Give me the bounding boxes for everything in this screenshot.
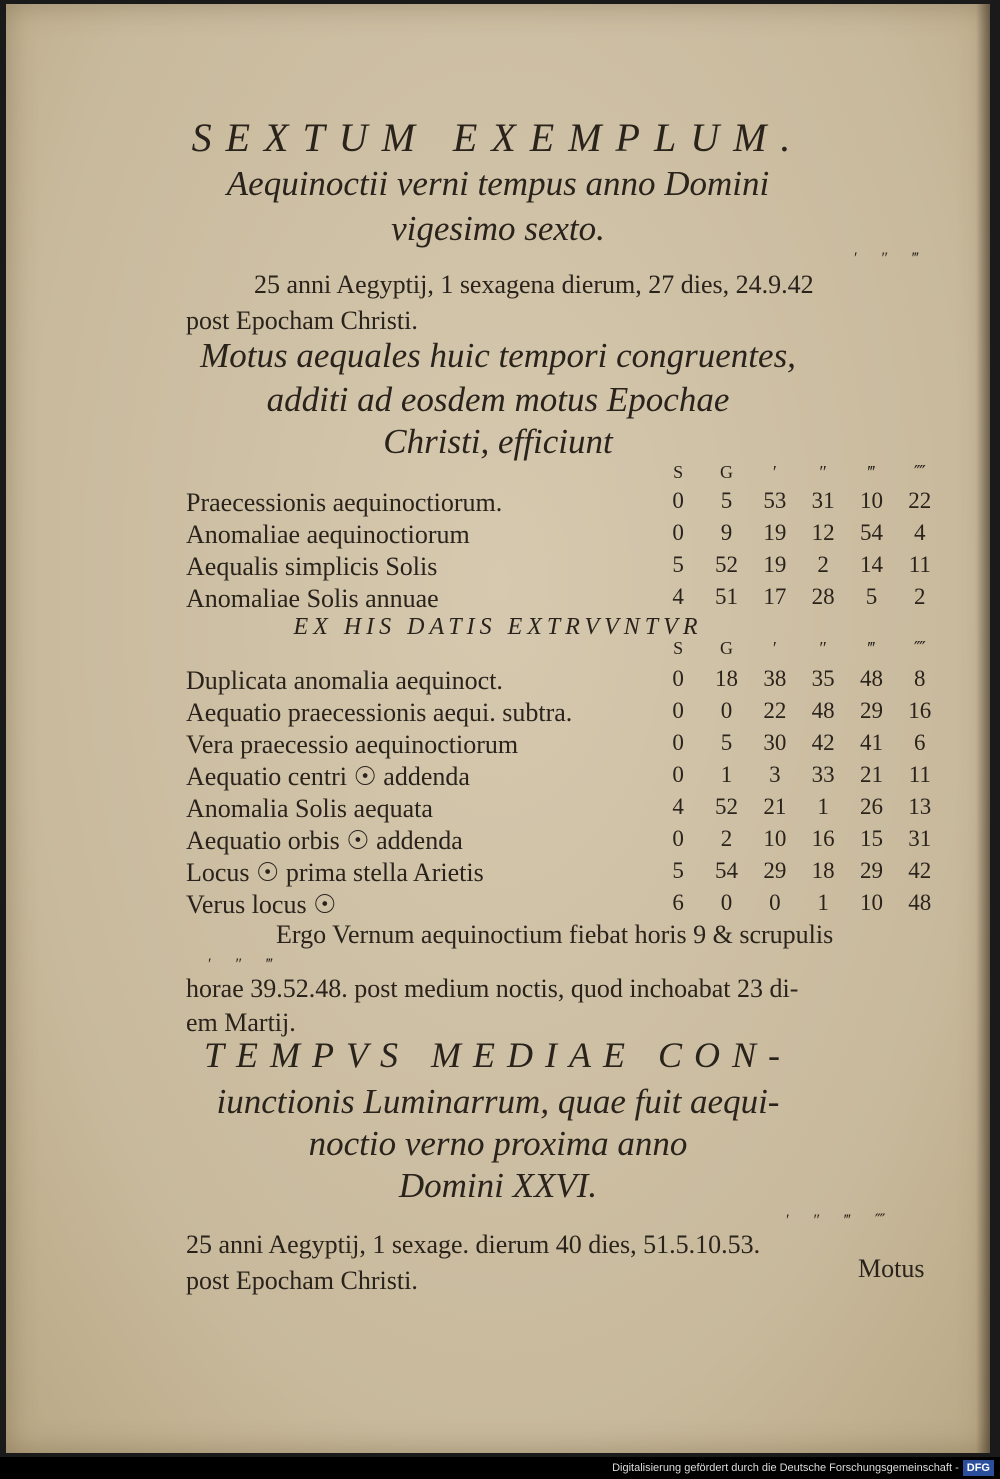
table2-row-label: Aequatio centri ☉ addenda <box>186 762 470 791</box>
table2-cell: 18 <box>714 666 738 691</box>
table2-header-cell: ⁗ <box>913 638 926 658</box>
table2-cell: 1 <box>720 762 733 787</box>
italic-line-2: additi ad eosdem motus Epochae <box>266 380 730 419</box>
table2-cell: 21 <box>763 794 787 819</box>
table1-cell: 52 <box>714 552 738 577</box>
table1-header-cell: ⁗ <box>913 462 926 482</box>
table2-cell: 0 <box>672 826 684 851</box>
table1-cell: 51 <box>714 584 738 609</box>
table2-cell: 0 <box>672 666 684 691</box>
table2-cell: 22 <box>763 698 787 723</box>
table2-row-label: Locus ☉ prima stella Arietis <box>186 858 484 887</box>
table2-cell: 42 <box>908 858 932 883</box>
table1-cell: 28 <box>811 584 835 609</box>
table2-row-label: Vera praecessio aequinoctiorum <box>186 730 519 759</box>
table2-row <box>186 730 946 762</box>
table1-header-cell: S <box>673 462 684 482</box>
table2-cell: 21 <box>859 762 883 787</box>
table2-row <box>186 698 946 730</box>
table1-cell: 22 <box>908 488 932 513</box>
table1-cell: 14 <box>859 552 883 577</box>
table1-row <box>186 552 946 584</box>
footer-text: Digitalisierung gefördert durch die Deutsche Forschungsgemeinschaft - <box>612 1462 959 1474</box>
table2-cell: 3 <box>769 762 781 787</box>
digitization-footer <box>0 1457 1000 1479</box>
table1-cell: 31 <box>811 488 835 513</box>
table2-cell: 0 <box>769 890 781 915</box>
table1-row <box>186 584 946 616</box>
table2-row <box>186 794 946 826</box>
table1-cell: 19 <box>763 552 787 577</box>
table1-cell: 54 <box>859 520 883 545</box>
table2-cell: 1 <box>817 794 829 819</box>
table1-cell: 5 <box>720 488 733 513</box>
table2-cell: 13 <box>908 794 932 819</box>
table2-row-label: Anomalia Solis aequata <box>186 794 433 823</box>
table1-cell: 12 <box>811 520 835 545</box>
table2-row-label: Aequatio orbis ☉ addenda <box>186 826 463 855</box>
table2-cell: 10 <box>763 826 787 851</box>
table2-cell: 42 <box>811 730 835 755</box>
table2-row <box>186 762 946 794</box>
second-heading: TEMPVS MEDIAE CON- <box>204 1035 792 1075</box>
table1-row-label: Anomaliae aequinoctiorum <box>186 520 470 549</box>
table2-cell: 2 <box>720 826 733 851</box>
table2-row <box>186 826 946 858</box>
table1-cell: 0 <box>672 520 684 545</box>
table1-row-label: Anomaliae Solis annuae <box>186 584 439 613</box>
table2-cell: 48 <box>811 698 835 723</box>
table1-cell: 5 <box>672 552 684 577</box>
table2-cell: 33 <box>811 762 835 787</box>
table2-cell: 11 <box>908 762 931 787</box>
book-page <box>6 4 990 1453</box>
table1-row <box>186 488 946 520</box>
table2-cell: 29 <box>859 698 883 723</box>
table1-cell: 11 <box>908 552 931 577</box>
table2-cell: 1 <box>817 890 829 915</box>
table2-cell: 0 <box>672 762 684 787</box>
table2-cell: 5 <box>672 858 684 883</box>
catchword: Motus <box>858 1254 925 1283</box>
table2-header-cell: ″ <box>819 638 827 658</box>
final-line-2: post Epocham Christi. <box>186 1266 418 1295</box>
table1-row <box>186 520 946 552</box>
table1-header-cell: ′ <box>772 462 777 482</box>
table2-cell: 16 <box>908 698 932 723</box>
subheading-line-1: Aequinoctii verni tempus anno Domini <box>226 164 770 203</box>
section-heading: EX HIS DATIS EXTRVVNTVR <box>293 614 703 640</box>
table2-cell: 16 <box>811 826 835 851</box>
table2-row <box>186 890 946 922</box>
table2-cell: 54 <box>714 858 738 883</box>
table2-header-cell: S <box>673 638 684 658</box>
table1-cell: 9 <box>720 520 733 545</box>
second-heading-line-3: noctio verno proxima anno <box>308 1124 688 1163</box>
table1-row-label: Aequalis simplicis Solis <box>186 552 438 581</box>
table1-cell: 2 <box>817 552 829 577</box>
final-line-marks: ′ ″ ‴ ⁗ <box>786 1212 896 1229</box>
table1-header-cell: ‴ <box>867 462 876 482</box>
table1-cell: 10 <box>859 488 883 513</box>
table2-row-label: Duplicata anomalia aequinoct. <box>186 666 503 695</box>
italic-line-1: Motus aequales huic tempori congruentes, <box>200 336 796 375</box>
table2-cell: 31 <box>908 826 932 851</box>
table2-cell: 4 <box>672 794 684 819</box>
table2-cell: 15 <box>859 826 883 851</box>
table2-cell: 29 <box>763 858 787 883</box>
table1-header <box>654 462 944 483</box>
dfg-logo: DFG <box>963 1460 994 1476</box>
table2-header-cell: ‴ <box>867 638 876 658</box>
table2-cell: 8 <box>914 666 926 691</box>
conclusion-line-1: Ergo Vernum aequinoctium fiebat horis 9 & scrupulis <box>276 920 834 949</box>
table2-cell: 41 <box>859 730 883 755</box>
table2-cell: 48 <box>908 890 932 915</box>
conclusion-marks: ′ ″ ‴ <box>208 956 283 973</box>
table1-cell: 17 <box>763 584 787 609</box>
table1-row-label: Praecessionis aequinoctiorum. <box>186 488 503 517</box>
table1-cell: 5 <box>865 584 878 609</box>
table2-cell: 0 <box>720 890 733 915</box>
table1-cell: 19 <box>763 520 787 545</box>
second-heading-line-4: Domini XXVI. <box>398 1166 598 1205</box>
table2-row <box>186 858 946 890</box>
table2-header-cell: ′ <box>772 638 777 658</box>
table2-cell: 0 <box>720 698 733 723</box>
table2-cell: 6 <box>672 890 684 915</box>
table2-cell: 35 <box>811 666 835 691</box>
table2-cell: 48 <box>859 666 883 691</box>
conclusion-line-3: em Martij. <box>186 1008 296 1037</box>
table2-cell: 10 <box>859 890 883 915</box>
table2-cell: 26 <box>859 794 883 819</box>
table2-cell: 30 <box>763 730 787 755</box>
table2-row-label: Aequatio praecessionis aequi. subtra. <box>186 698 573 727</box>
table2-header-cell: G <box>719 638 733 658</box>
table2-cell: 52 <box>714 794 738 819</box>
table1-cell: 53 <box>763 488 787 513</box>
line1-marks: ′ ″ ‴ <box>854 250 929 267</box>
italic-line-3: Christi, efficiunt <box>383 422 613 461</box>
table2-row <box>186 666 946 698</box>
table2-cell: 0 <box>672 698 684 723</box>
table2-header <box>654 638 944 659</box>
table2-cell: 0 <box>672 730 684 755</box>
table1-cell: 0 <box>672 488 684 513</box>
table1-cell: 4 <box>672 584 684 609</box>
table2-cell: 29 <box>859 858 883 883</box>
table2-cell: 38 <box>763 666 787 691</box>
table2-cell: 6 <box>914 730 926 755</box>
text-line-1: 25 anni Aegyptij, 1 sexagena dierum, 27 dies, 24.9.42 <box>254 270 814 299</box>
table2-cell: 5 <box>720 730 733 755</box>
final-line-1: 25 anni Aegyptij, 1 sexage. dierum 40 dies, 51.5.10.53. <box>186 1230 761 1259</box>
conclusion-line-2: horae 39.52.48. post medium noctis, quod inchoabat 23 di- <box>186 974 799 1003</box>
table1-header-cell: G <box>719 462 733 482</box>
table1-cell: 4 <box>914 520 926 545</box>
table2-cell: 18 <box>811 858 835 883</box>
table2-row-label: Verus locus ☉ <box>186 890 337 919</box>
table1-header-cell: ″ <box>819 462 827 482</box>
main-heading: SEXTUM EXEMPLUM. <box>191 115 805 160</box>
table1-cell: 2 <box>914 584 926 609</box>
text-line-2: post Epocham Christi. <box>186 306 418 335</box>
subheading-line-2: vigesimo sexto. <box>391 209 605 248</box>
second-heading-line-2: iunctionis Luminarrum, quae fuit aequi- <box>216 1082 780 1121</box>
